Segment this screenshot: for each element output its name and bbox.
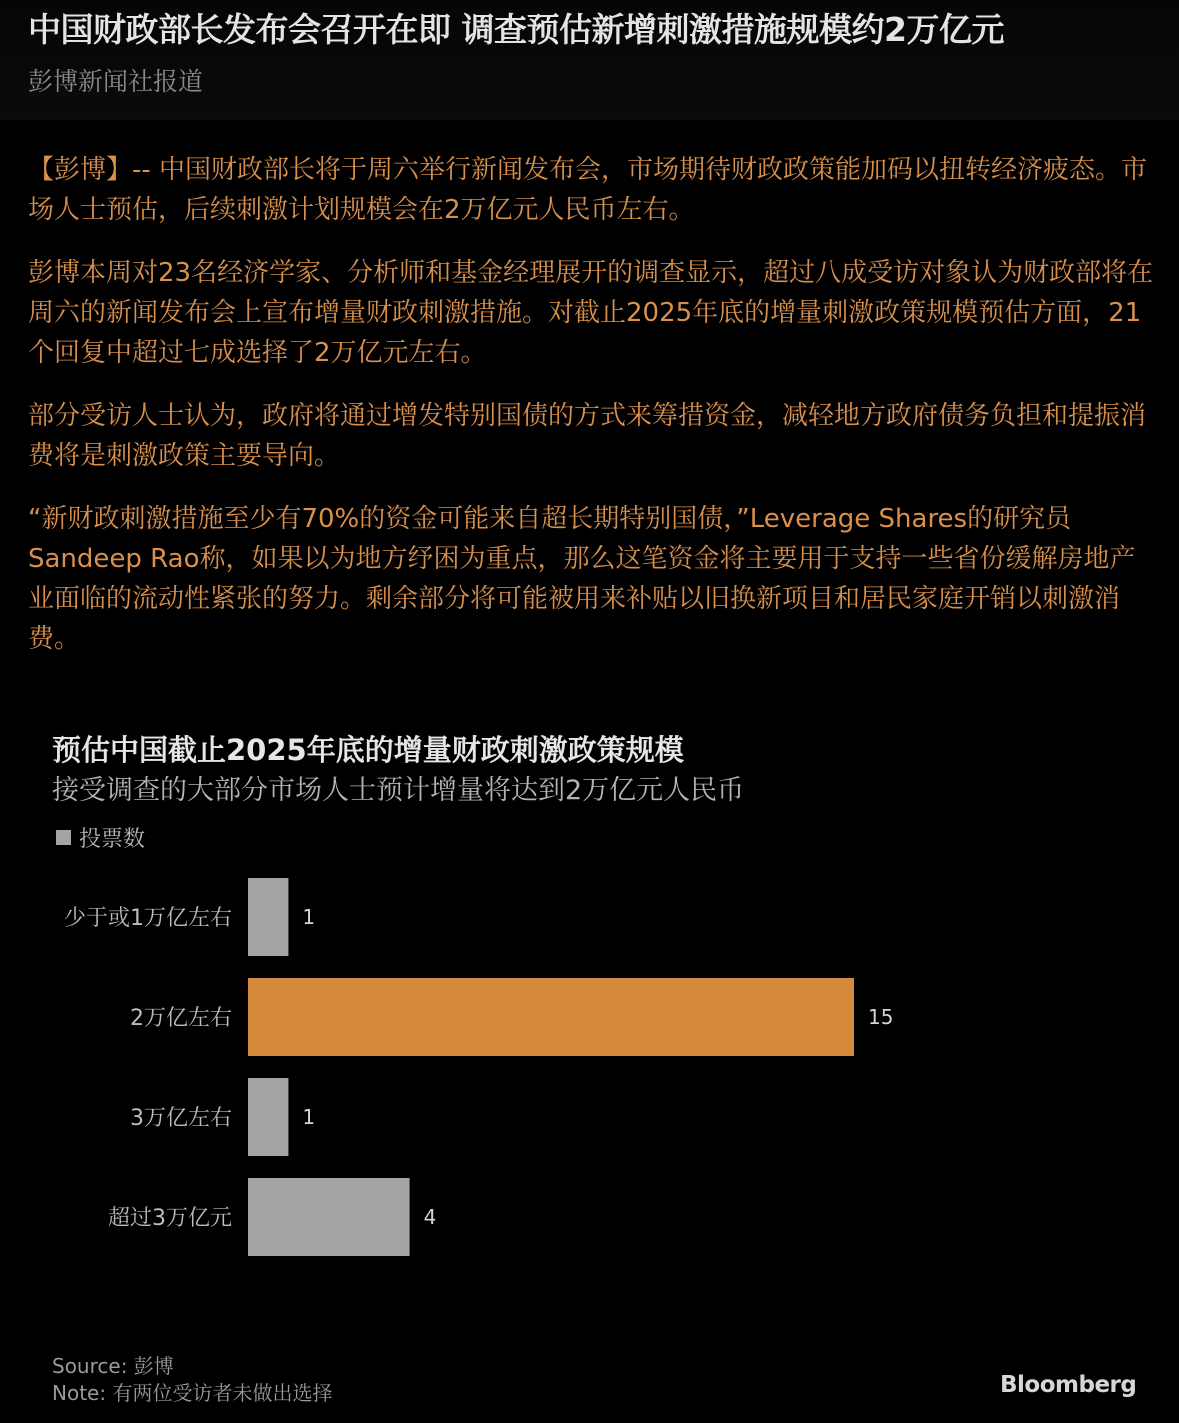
paragraph: “新财政刺激措施至少有70%的资金可能来自超长期特别国债，”Leverage Shares的研究员Sandeep Rao称，如果以为地方纾困为重点，那么这笔资金将主要用于支持一些省份缓解房地产业面临的流动性紧张的努力。剩余部分将可能被用来补贴以旧换新项目和居民家庭开销以刺激消费。 [28, 504, 1136, 654]
paragraph: 部分受访人士认为，政府将通过增发特别国债的方式来筹措资金，减轻地方政府债务负担和提振消费将是刺激政策主要导向。 [28, 401, 1147, 471]
bar [248, 1178, 410, 1256]
paragraph: 彭博本周对23名经济学家、分析师和基金经理展开的调查显示，超过八成受访对象认为财政部将在周六的新闻发布会上宣布增量财政刺激措施。对截止2025年底的增量刺激政策规模预估方面，21个回复中超过七成选择了2万亿元左右。 [28, 258, 1154, 368]
category-label: 少于或1万亿左右 [64, 906, 232, 931]
chart-subtitle: 接受调查的大部分市场人士预计增量将达到2万亿元人民币 [52, 775, 745, 806]
bar [248, 1078, 288, 1156]
category-label: 超过3万亿元 [108, 1206, 232, 1231]
bar-chart [0, 860, 1179, 1280]
value-label: 15 [868, 1005, 894, 1029]
source-note: Source: 彭博 [52, 1354, 174, 1378]
byline: 彭博新闻社报道 [28, 67, 204, 96]
chart-legend [56, 822, 145, 853]
value-label: 4 [423, 1205, 437, 1229]
bar [248, 878, 288, 956]
bloomberg-logo: Bloomberg [1000, 1372, 1137, 1398]
value-label: 1 [302, 1105, 316, 1129]
article-body [28, 150, 1158, 682]
legend-label: 投票数 [79, 827, 146, 852]
bar [248, 978, 854, 1056]
chart-title: 预估中国截止2025年底的增量财政刺激政策规模 [52, 733, 684, 767]
category-label: 3万亿左右 [130, 1106, 232, 1131]
footnote: Note: 有两位受访者未做出选择 [52, 1381, 333, 1405]
value-label: 1 [302, 905, 316, 929]
headline: 中国财政部长发布会召开在即 调查预估新增刺激措施规模约2万亿元 [28, 10, 1004, 49]
category-label: 2万亿左右 [130, 1006, 232, 1031]
chart-footer [52, 1353, 332, 1407]
paragraph: 【彭博】-- 中国财政部长将于周六举行新闻发布会，市场期待财政政策能加码以扭转经济疲态。市场人士预估，后续刺激计划规模会在2万亿元人民币左右。 [28, 155, 1148, 225]
article-header [0, 0, 1179, 120]
legend-swatch [56, 830, 71, 845]
